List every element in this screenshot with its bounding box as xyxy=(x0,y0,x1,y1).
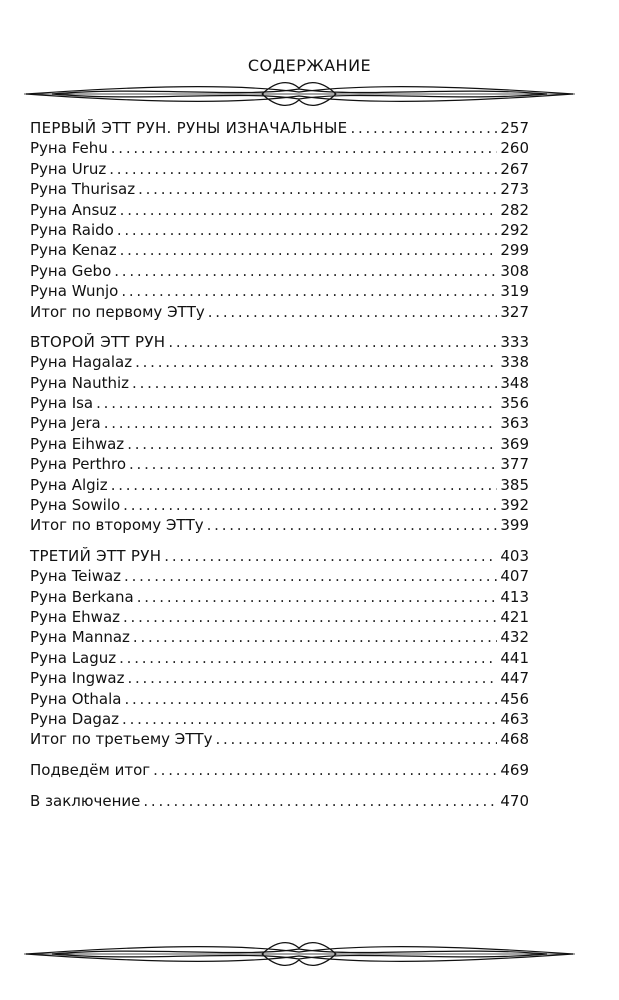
toc-entry[interactable] xyxy=(30,281,529,301)
toc-page-number: 257 xyxy=(500,119,529,137)
dot-leader xyxy=(143,791,497,811)
toc-entry-label: В заключение xyxy=(30,792,141,811)
dot-leader xyxy=(127,434,497,454)
toc-entry-label: Итог по первому ЭТТу xyxy=(30,302,205,321)
toc-entry[interactable] xyxy=(30,627,529,647)
toc-entry[interactable] xyxy=(30,393,529,413)
dot-leader xyxy=(123,495,497,515)
toc-entry[interactable] xyxy=(30,179,529,199)
toc-entry-label: Руна Hagalaz xyxy=(30,353,133,372)
dot-leader xyxy=(121,281,497,301)
dot-leader xyxy=(123,607,497,627)
toc-entry-label: Руна Dagaz xyxy=(30,709,120,728)
toc-page-number: 392 xyxy=(500,496,529,515)
dot-leader xyxy=(215,729,497,749)
toc-entry[interactable] xyxy=(30,587,529,607)
toc-entry[interactable] xyxy=(30,261,529,281)
toc-entry[interactable] xyxy=(30,373,529,393)
dot-leader xyxy=(350,118,497,138)
toc-page-number: 348 xyxy=(500,373,529,392)
toc-page-number: 399 xyxy=(500,516,529,535)
toc-entry-label: Руна Sowilo xyxy=(30,496,121,515)
dot-leader xyxy=(138,179,497,199)
dot-leader xyxy=(153,760,497,780)
toc-page-number: 470 xyxy=(500,792,529,811)
dot-leader xyxy=(135,352,497,372)
toc-entry-label: Руна Gebo xyxy=(30,261,112,280)
toc-closing-1 xyxy=(30,760,529,780)
toc-entry-label: Руна Raido xyxy=(30,220,114,239)
dot-leader xyxy=(127,668,497,688)
toc-page-number: 267 xyxy=(500,159,529,178)
toc-entry-label: Руна Berkana xyxy=(30,587,134,606)
toc-entry[interactable] xyxy=(30,566,529,586)
toc-entry-label: Руна Othala xyxy=(30,689,122,708)
dot-leader xyxy=(111,475,498,495)
toc-entry[interactable] xyxy=(30,515,529,535)
toc-entry[interactable] xyxy=(30,159,529,179)
page-title: СОДЕРЖАНИЕ xyxy=(247,56,372,75)
toc-entry[interactable] xyxy=(30,607,529,627)
toc-entry[interactable] xyxy=(30,413,529,433)
toc-entry[interactable] xyxy=(30,454,529,474)
toc-entry-label: Руна Teiwaz xyxy=(30,567,122,586)
top-ornament-divider xyxy=(22,76,577,112)
toc-page-number: 282 xyxy=(500,200,529,219)
dot-leader xyxy=(208,302,498,322)
toc-page-number: 407 xyxy=(500,567,529,586)
toc-heading[interactable] xyxy=(30,332,529,352)
toc-page-number: 432 xyxy=(500,628,529,647)
toc-entry-label: Руна Laguz xyxy=(30,648,117,667)
toc-entry-label: Руна Uruz xyxy=(30,159,107,178)
dot-leader xyxy=(117,220,498,240)
toc-entry[interactable] xyxy=(30,200,529,220)
toc-section-3 xyxy=(30,546,529,750)
toc-entry-label: Руна Wunjo xyxy=(30,282,119,301)
toc-section-2 xyxy=(30,332,529,536)
toc-entry[interactable] xyxy=(30,475,529,495)
toc-page-number: 308 xyxy=(500,261,529,280)
toc-entry[interactable] xyxy=(30,791,529,811)
toc-page-number: 377 xyxy=(500,455,529,474)
toc-entry[interactable] xyxy=(30,709,529,729)
toc-entry[interactable] xyxy=(30,352,529,372)
toc-heading[interactable] xyxy=(30,118,529,138)
dot-leader xyxy=(124,689,497,709)
toc-page-number: 338 xyxy=(500,353,529,372)
toc-heading-label: ТРЕТИЙ ЭТТ РУН xyxy=(30,546,162,565)
dot-leader xyxy=(120,240,498,260)
toc-page-number: 333 xyxy=(500,332,529,351)
toc-page-number: 292 xyxy=(500,220,529,239)
toc-page-number: 447 xyxy=(500,669,529,688)
toc-page-number: 385 xyxy=(500,475,529,494)
toc-page-number: 463 xyxy=(500,709,529,728)
toc-page-number: 469 xyxy=(500,760,529,779)
toc-page-number: 273 xyxy=(500,180,529,199)
dot-leader xyxy=(114,261,497,281)
toc-page-number: 413 xyxy=(500,587,529,606)
toc-page-number: 356 xyxy=(500,394,529,413)
dot-leader xyxy=(164,546,497,566)
dot-leader xyxy=(168,332,497,352)
toc-entry-label: Руна Isa xyxy=(30,394,94,413)
dot-leader xyxy=(137,587,498,607)
table-of-contents xyxy=(30,118,529,823)
toc-page-number: 403 xyxy=(500,546,529,565)
toc-heading-label: ПЕРВЫЙ ЭТТ РУН. РУНЫ ИЗНАЧАЛЬНЫЕ xyxy=(30,119,348,137)
toc-page-number: 363 xyxy=(500,414,529,433)
toc-entry-label: Руна Ansuz xyxy=(30,200,117,219)
dot-leader xyxy=(120,200,498,220)
dot-leader xyxy=(122,709,497,729)
bottom-ornament-divider xyxy=(22,936,577,972)
toc-entry[interactable] xyxy=(30,760,529,780)
toc-entry-label: Руна Fehu xyxy=(30,139,108,158)
toc-entry[interactable] xyxy=(30,220,529,240)
toc-entry[interactable] xyxy=(30,138,529,158)
toc-entry-label: Руна Mannaz xyxy=(30,628,130,647)
toc-entry[interactable] xyxy=(30,648,529,668)
dot-leader xyxy=(104,413,498,433)
dot-leader xyxy=(207,515,498,535)
dot-leader xyxy=(129,454,497,474)
toc-entry-label: Руна Nauthiz xyxy=(30,373,130,392)
toc-page-number: 369 xyxy=(500,434,529,453)
toc-entry[interactable] xyxy=(30,434,529,454)
toc-entry-label: Руна Ehwaz xyxy=(30,607,121,626)
toc-entry[interactable] xyxy=(30,302,529,322)
toc-entry-label: Руна Ingwaz xyxy=(30,669,125,688)
toc-entry-label: Руна Algiz xyxy=(30,475,108,494)
toc-entry-label: Руна Jera xyxy=(30,414,101,433)
toc-heading-label: ВТОРОЙ ЭТТ РУН xyxy=(30,332,166,351)
dot-leader xyxy=(132,373,497,393)
toc-heading[interactable] xyxy=(30,546,529,566)
toc-entry[interactable] xyxy=(30,240,529,260)
toc-entry[interactable] xyxy=(30,668,529,688)
toc-page-number: 456 xyxy=(500,689,529,708)
toc-entry-label: Подведём итог xyxy=(30,760,151,779)
toc-page-number: 441 xyxy=(500,648,529,667)
toc-entry[interactable] xyxy=(30,689,529,709)
toc-page-number: 260 xyxy=(500,139,529,158)
toc-entry-label: Руна Thurisaz xyxy=(30,180,136,199)
dot-leader xyxy=(111,138,498,158)
dot-leader xyxy=(124,566,497,586)
toc-page-number: 421 xyxy=(500,607,529,626)
dot-leader xyxy=(133,627,497,647)
toc-page-number: 327 xyxy=(500,302,529,321)
toc-page-number: 468 xyxy=(500,730,529,749)
toc-page-number: 319 xyxy=(500,282,529,301)
toc-entry-label: Руна Eihwaz xyxy=(30,434,125,453)
toc-closing-2 xyxy=(30,791,529,811)
dot-leader xyxy=(119,648,497,668)
toc-page-number: 299 xyxy=(500,241,529,260)
toc-entry-label: Итог по второму ЭТТу xyxy=(30,516,204,535)
toc-entry[interactable] xyxy=(30,729,529,749)
toc-entry-label: Итог по третьему ЭТТу xyxy=(30,730,213,749)
toc-entry-label: Руна Kenaz xyxy=(30,241,117,260)
toc-section-1 xyxy=(30,118,529,322)
dot-leader xyxy=(96,393,497,413)
toc-entry[interactable] xyxy=(30,495,529,515)
dot-leader xyxy=(109,159,497,179)
toc-entry-label: Руна Perthro xyxy=(30,455,126,474)
